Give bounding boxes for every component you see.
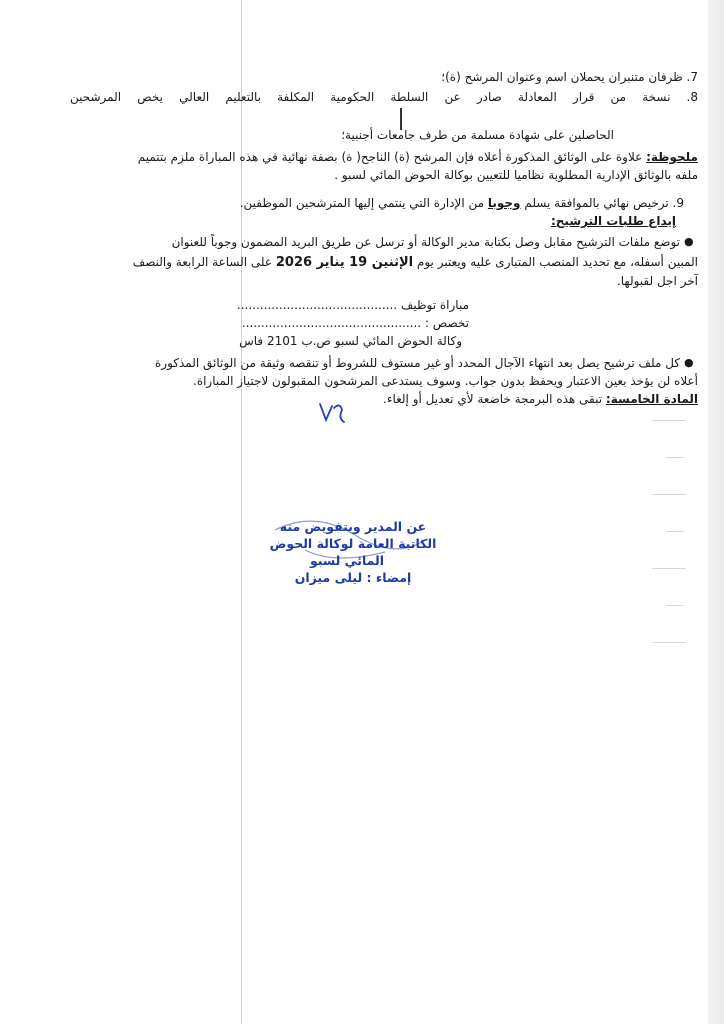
signature-block — [258, 518, 448, 586]
bullet-icon: ● — [684, 356, 694, 369]
signature-line1: عن المدير وبتفويض منه — [279, 519, 427, 534]
item9-suffix: من الإدارة التي ينتمي إليها المترشحين الموظفين. — [239, 196, 488, 210]
item9-emphasis: وجوبا — [487, 196, 521, 210]
deadline-date: الإثنين 19 يناير 2026 — [275, 255, 414, 270]
list-item-7: 7. ظرفان متنبران يحملان اسم وعنوان المرشح (ة)؛ — [441, 70, 698, 84]
initials-mark — [316, 400, 348, 426]
address-agency: وكالة الحوض المائي لسبو ص.ب 2101 فاس — [239, 334, 462, 348]
note-line2: ملفه بالوثائق الإدارية المطلوبة نظاميا للتعيين بوكالة الحوض المائي لسبو . — [334, 168, 698, 182]
deposit-para-line2-pre: المبين أسفله، مع تحديد المنصب المتبارى عليه ويعتبر يوم — [413, 255, 698, 269]
note-text-1: علاوة على الوثائق المذكورة أعلاه فإن المرشح (ة) الناجح( ة) بصفة نهائية في هذه المباراة ملزم بتتميم — [137, 150, 647, 164]
rejection-line1: كل ملف ترشيح يصل بعد انتهاء الآجال المحدد أو غير مستوف للشروط أو تنقصه وثيقة من الوثائق المذكورة — [155, 356, 680, 370]
list-item-8-line2: الحاصلين على شهادة مسلمة من طرف جامعات أجنبية؛ — [341, 128, 614, 142]
list-item-9 — [240, 196, 684, 210]
article-5-text: تبقى هذه البرمجة خاضعة لأي تعديل أو إلغاء. — [383, 392, 606, 406]
signature-line2: الكاتبة العامة لوكالة الحوض — [269, 536, 437, 551]
note-line1 — [138, 150, 698, 164]
signature-line3: المائي لسبو — [309, 553, 385, 568]
deposit-heading: إيداع طلبات الترشيح: — [550, 214, 676, 228]
address-specialty: تخصص : ............................................... — [241, 316, 469, 330]
deposit-para-line2-post: على الساعة الرابعة والنصف — [132, 255, 276, 269]
item9-prefix: 9. ترخيص نهائي بالموافقة يسلم — [520, 196, 684, 210]
scan-edge-shadow — [708, 0, 724, 1024]
deposit-para-line2 — [133, 255, 698, 270]
signature-line4: إمضاء : ليلى ميزان — [294, 570, 412, 585]
list-item-8-line1: 8. نسخة من قرار المعادلة صادر عن السلطة الحكومية المكلفة بالتعليم العالي يخص المرشحين — [70, 90, 698, 104]
bleed-through-marks — [652, 420, 702, 680]
bullet-icon: ● — [684, 235, 694, 248]
rejection-line2: أعلاه لن يؤخذ بعين الاعتبار ويحفظ بدون جواب. وسوف يستدعى المرشحون المقبولون لاجتياز المباراة. — [193, 374, 698, 388]
deposit-para-line1: توضع ملفات الترشيح مقابل وصل بكتابة مدير الوكالة أو ترسل عن طريق البريد المضمون وجوباً للعنوان — [171, 235, 680, 249]
article-5 — [383, 392, 698, 406]
article-5-label: المادة الخامسة: — [605, 392, 698, 406]
note-label: ملحوظة: — [646, 150, 698, 164]
text-cursor-mark — [400, 108, 402, 130]
address-competition: مباراة توظيف .......................................... — [236, 298, 469, 312]
deposit-para-line3: آخر اجل لقبولها. — [616, 274, 698, 288]
